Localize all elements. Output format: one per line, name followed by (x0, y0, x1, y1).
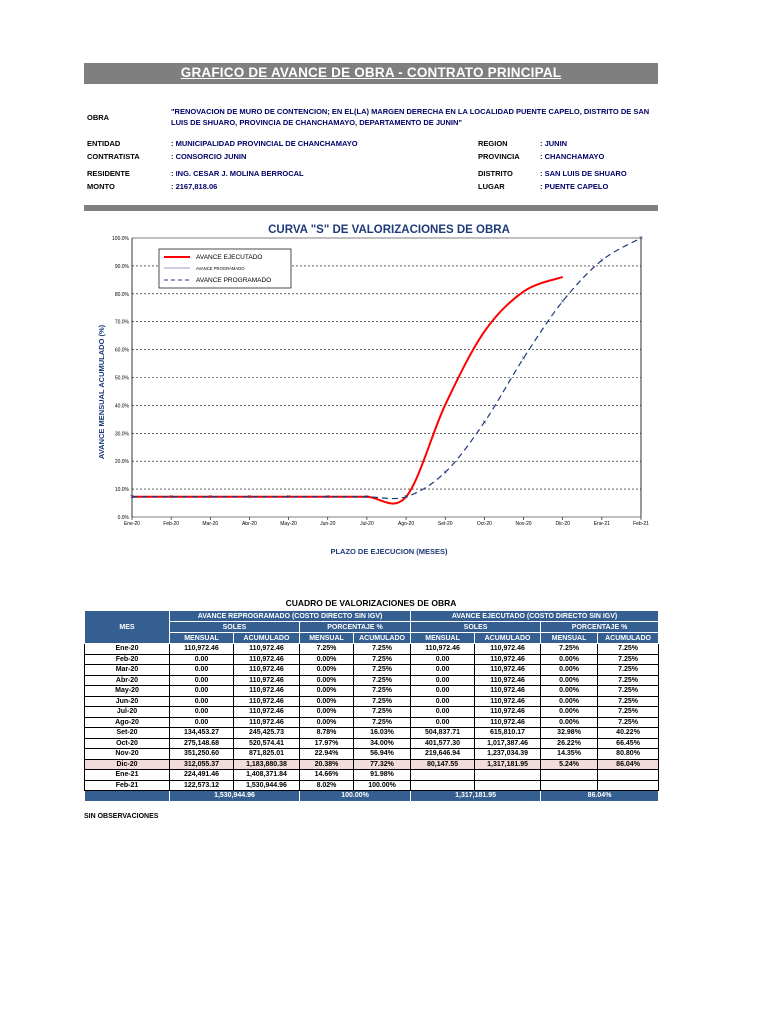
residente-value: : ING. CESAR J. MOLINA BERROCAL (171, 169, 304, 178)
row-month: Ene-20 (85, 644, 170, 655)
y-tick-label: 40.0% (114, 403, 129, 410)
series-point: × (169, 493, 174, 501)
row-cell: 110,972.46 (475, 707, 541, 718)
row-cell: 110,972.46 (170, 644, 234, 655)
row-cell: 7.25% (598, 675, 659, 686)
row-cell: 0.00 (411, 686, 475, 697)
row-cell: 110,972.46 (475, 654, 541, 665)
row-cell: 0.00 (411, 717, 475, 728)
row-cell (541, 780, 598, 791)
row-cell: 122,573.12 (170, 780, 234, 791)
table-row (85, 665, 659, 676)
total-ejec-pct: 86.04% (541, 791, 659, 802)
y-tick-label: 0.0% (117, 515, 129, 521)
x-tick-label: Feb-20 (163, 521, 180, 527)
table-row (85, 749, 659, 760)
row-cell (475, 780, 541, 791)
series-point: × (286, 493, 291, 501)
row-cell: 401,577.30 (411, 738, 475, 749)
row-cell: 0.00% (300, 717, 354, 728)
row-cell: 7.25% (598, 654, 659, 665)
row-cell: 0.00% (541, 707, 598, 718)
row-cell: 110,972.46 (475, 644, 541, 655)
row-month: May-20 (85, 686, 170, 697)
obra-value: "RENOVACION DE MURO DE CONTENCION; EN EL(LA) MARGEN DERECHA EN LA LOCALIDAD PUENTE CAPELO, DISTRITO DE SAN LUIS DE SHUARO, PROVINCIA DE CHANCHAMAYO, DEPARTAMENTO DE JUNIN" (171, 107, 650, 127)
row-cell (411, 780, 475, 791)
x-tick-label: Jun-20 (320, 521, 336, 527)
header-mensual: MENSUAL (300, 633, 354, 644)
row-cell: 56.94% (354, 749, 411, 760)
row-cell: 110,972.46 (475, 665, 541, 676)
header-acumulado: ACUMULADO (475, 633, 541, 644)
row-cell: 0.00 (170, 675, 234, 686)
row-cell: 0.00% (541, 717, 598, 728)
page-title: GRAFICO DE AVANCE DE OBRA - CONTRATO PRINCIPAL (180, 65, 562, 80)
row-cell: 7.25% (354, 686, 411, 697)
header-soles: SOLES (170, 622, 300, 633)
header-ejecutado: AVANCE EJECUTADO (COSTO DIRECTO SIN IGV) (411, 611, 659, 622)
x-tick-label: Jul-20 (360, 521, 374, 527)
header-mensual: MENSUAL (170, 633, 234, 644)
header-porcentaje: PORCENTAJE % (541, 622, 659, 633)
valorizaciones-table (84, 610, 659, 802)
row-cell (541, 770, 598, 781)
x-tick-label: Abr-20 (241, 521, 257, 527)
series-point: × (599, 257, 604, 265)
row-cell: 8.78% (300, 728, 354, 739)
row-month: Feb-20 (85, 654, 170, 665)
row-cell: 134,453.27 (170, 728, 234, 739)
row-cell: 91.98% (354, 770, 411, 781)
series-point: × (560, 298, 565, 306)
row-cell: 245,425.73 (234, 728, 300, 739)
series-point: × (443, 469, 448, 477)
provincia-value: : CHANCHAMAYO (540, 152, 605, 161)
series-point: × (521, 355, 526, 363)
row-cell: 7.25% (598, 644, 659, 655)
y-tick-label: 20.0% (114, 459, 129, 466)
row-cell: 1,408,371.84 (234, 770, 300, 781)
row-cell: 224,491.46 (170, 770, 234, 781)
x-tick-label: Ene-21 (593, 521, 610, 527)
row-month: Ago-20 (85, 717, 170, 728)
row-cell: 0.00 (411, 696, 475, 707)
row-cell: 0.00% (300, 707, 354, 718)
distrito-label: DISTRITO (478, 169, 513, 178)
series-point: × (404, 493, 409, 501)
row-cell: 1,017,387.46 (475, 738, 541, 749)
row-cell: 7.25% (300, 644, 354, 655)
row-cell (598, 780, 659, 791)
row-cell: 40.22% (598, 728, 659, 739)
table-row (85, 728, 659, 739)
legend-label: AVANCE PROGRAMADO (196, 266, 245, 271)
row-cell: 0.00% (300, 665, 354, 676)
chart-y-axis-label: AVANCE MENSUAL ACUMULADO (%) (97, 324, 106, 460)
row-cell: 14.35% (541, 749, 598, 760)
row-cell: 0.00% (541, 665, 598, 676)
row-month: Jul-20 (85, 707, 170, 718)
row-cell: 80.80% (598, 749, 659, 760)
row-cell: 219,646.94 (411, 749, 475, 760)
section-divider (84, 205, 658, 211)
total-reprog-soles: 1,530,944.96 (170, 791, 300, 802)
x-tick-label: Set-20 (437, 521, 453, 527)
series-point: × (208, 493, 213, 501)
row-cell: 7.25% (598, 717, 659, 728)
x-tick-label: May-20 (280, 521, 297, 527)
contratista-value: : CONSORCIO JUNIN (171, 152, 247, 161)
provincia-label: PROVINCIA (478, 152, 520, 161)
row-cell: 110,972.46 (234, 665, 300, 676)
row-month: Jun-20 (85, 696, 170, 707)
row-cell: 17.97% (300, 738, 354, 749)
x-tick-label: Ago-20 (398, 521, 415, 527)
row-cell: 110,972.46 (234, 686, 300, 697)
header-soles: SOLES (411, 622, 541, 633)
row-cell (475, 770, 541, 781)
chart-title: CURVA "S" DE VALORIZACIONES DE OBRA (268, 224, 510, 236)
row-cell: 1,530,944.96 (234, 780, 300, 791)
series-point: × (247, 493, 252, 501)
row-cell: 1,317,181.95 (475, 759, 541, 770)
total-ejec-soles: 1,317,181.95 (411, 791, 541, 802)
row-cell: 7.25% (354, 717, 411, 728)
row-cell: 77.32% (354, 759, 411, 770)
y-tick-label: 30.0% (114, 431, 129, 438)
contratista-label: CONTRATISTA (87, 152, 140, 161)
row-cell: 275,148.68 (170, 738, 234, 749)
title-banner (84, 63, 658, 84)
table-row (85, 707, 659, 718)
row-cell: 0.00 (170, 707, 234, 718)
row-cell: 16.03% (354, 728, 411, 739)
row-cell: 32.98% (541, 728, 598, 739)
lugar-label: LUGAR (478, 182, 505, 191)
total-reprog-pct: 100.00% (300, 791, 411, 802)
row-cell: 110,972.46 (411, 644, 475, 655)
row-cell: 7.25% (354, 696, 411, 707)
row-month: Abr-20 (85, 675, 170, 686)
table-row (85, 759, 659, 770)
row-cell: 0.00% (300, 654, 354, 665)
series-point: × (364, 493, 369, 501)
row-cell: 110,972.46 (475, 675, 541, 686)
row-cell: 520,574.41 (234, 738, 300, 749)
table-row (85, 780, 659, 791)
row-cell: 0.00% (300, 696, 354, 707)
y-tick-label: 70.0% (114, 319, 129, 326)
row-month: Dic-20 (85, 759, 170, 770)
row-cell: 14.66% (300, 770, 354, 781)
row-cell: 1,183,880.38 (234, 759, 300, 770)
entidad-value: : MUNICIPALIDAD PROVINCIAL DE CHANCHAMAYO (171, 139, 358, 148)
y-tick-label: 80.0% (114, 291, 129, 298)
row-cell: 86.04% (598, 759, 659, 770)
row-cell: 0.00 (170, 654, 234, 665)
monto-value: : 2167,818.06 (171, 182, 218, 191)
legend-label: AVANCE EJECUTADO (196, 254, 263, 261)
row-cell (411, 770, 475, 781)
row-cell: 7.25% (598, 696, 659, 707)
region-label: REGION (478, 139, 508, 148)
table-row (85, 675, 659, 686)
row-cell: 0.00% (300, 686, 354, 697)
row-cell: 7.25% (354, 665, 411, 676)
header-reprogramado: AVANCE REPROGRAMADO (COSTO DIRECTO SIN IGV) (170, 611, 411, 622)
row-cell: 7.25% (354, 675, 411, 686)
table-row (85, 738, 659, 749)
row-cell: 110,972.46 (234, 654, 300, 665)
row-cell: 0.00 (411, 707, 475, 718)
header-acumulado: ACUMULADO (354, 633, 411, 644)
x-tick-label: Dic-20 (555, 521, 570, 527)
row-cell: 7.25% (598, 707, 659, 718)
x-tick-label: Nov-20 (515, 521, 532, 527)
row-cell: 504,837.71 (411, 728, 475, 739)
y-tick-label: 10.0% (114, 487, 129, 494)
row-cell: 7.25% (354, 654, 411, 665)
row-cell: 8.02% (300, 780, 354, 791)
row-cell: 110,972.46 (475, 696, 541, 707)
row-cell: 0.00% (541, 675, 598, 686)
row-cell: 0.00% (541, 654, 598, 665)
series-point: × (325, 493, 330, 501)
header-acumulado: ACUMULADO (234, 633, 300, 644)
legend-label: AVANCE PROGRAMADO (196, 277, 272, 284)
row-cell: 7.25% (354, 707, 411, 718)
row-cell (598, 770, 659, 781)
y-tick-label: 50.0% (114, 375, 129, 382)
table-title: CUADRO DE VALORIZACIONES DE OBRA (285, 598, 457, 608)
row-month: Feb-21 (85, 780, 170, 791)
row-month: Nov-20 (85, 749, 170, 760)
row-month: Mar-20 (85, 665, 170, 676)
s-curve-chart (84, 214, 658, 564)
table-row (85, 696, 659, 707)
y-tick-label: 90.0% (114, 263, 129, 270)
row-cell: 110,972.46 (234, 707, 300, 718)
row-cell: 80,147.55 (411, 759, 475, 770)
row-cell: 1,237,034.39 (475, 749, 541, 760)
header-mensual: MENSUAL (411, 633, 475, 644)
row-cell: 34.00% (354, 738, 411, 749)
row-cell: 615,810.17 (475, 728, 541, 739)
residente-label: RESIDENTE (87, 169, 130, 178)
table-row (85, 717, 659, 728)
row-cell: 871,825.01 (234, 749, 300, 760)
y-tick-label: 60.0% (114, 347, 129, 354)
row-cell: 312,055.37 (170, 759, 234, 770)
row-cell: 110,972.46 (234, 696, 300, 707)
row-cell: 0.00 (170, 696, 234, 707)
row-cell: 26.22% (541, 738, 598, 749)
row-cell: 0.00 (170, 665, 234, 676)
row-cell: 0.00 (411, 675, 475, 686)
row-cell: 22.94% (300, 749, 354, 760)
row-cell: 0.00% (300, 675, 354, 686)
row-cell: 110,972.46 (234, 644, 300, 655)
row-cell: 7.25% (541, 644, 598, 655)
header-porcentaje: PORCENTAJE % (300, 622, 411, 633)
series-point: × (129, 493, 135, 501)
obra-label: OBRA (87, 113, 110, 122)
series-line-0 (129, 277, 563, 504)
row-cell: 0.00% (541, 696, 598, 707)
chart-x-axis-label: PLAZO DE EJECUCION (MESES) (330, 547, 448, 556)
region-value: : JUNIN (540, 139, 568, 148)
series-point: × (638, 235, 644, 243)
row-cell: 7.25% (354, 644, 411, 655)
row-cell: 0.00 (411, 665, 475, 676)
row-cell: 7.25% (598, 665, 659, 676)
chart-legend (159, 249, 291, 288)
header-acumulado: ACUMULADO (598, 633, 659, 644)
row-cell: 66.45% (598, 738, 659, 749)
row-cell: 7.25% (598, 686, 659, 697)
row-cell: 110,972.46 (234, 717, 300, 728)
row-month: Ene-21 (85, 770, 170, 781)
row-cell: 0.00% (541, 686, 598, 697)
y-tick-label: 100.0% (112, 236, 129, 242)
header-mes: MES (85, 611, 170, 644)
series-point: × (482, 419, 487, 427)
row-cell: 20.38% (300, 759, 354, 770)
table-total-row (85, 791, 659, 802)
x-tick-label: Mar-20 (202, 521, 219, 527)
row-cell: 0.00 (170, 717, 234, 728)
monto-label: MONTO (87, 182, 115, 191)
row-cell: 351,250.60 (170, 749, 234, 760)
x-tick-label: Feb-21 (633, 521, 649, 527)
lugar-value: : PUENTE CAPELO (540, 182, 609, 191)
x-tick-label: Ene-20 (123, 521, 141, 527)
row-cell: 100.00% (354, 780, 411, 791)
row-cell: 0.00 (411, 654, 475, 665)
table-row (85, 654, 659, 665)
row-month: Oct-20 (85, 738, 170, 749)
distrito-value: : SAN LUIS DE SHUARO (540, 169, 627, 178)
row-cell: 0.00 (170, 686, 234, 697)
x-tick-label: Oct-20 (476, 521, 492, 527)
row-cell: 5.24% (541, 759, 598, 770)
table-row (85, 770, 659, 781)
row-cell: 110,972.46 (475, 717, 541, 728)
header-mensual: MENSUAL (541, 633, 598, 644)
row-month: Set-20 (85, 728, 170, 739)
table-row (85, 686, 659, 697)
row-cell: 110,972.46 (234, 675, 300, 686)
table-row (85, 644, 659, 655)
observations-note: SIN OBSERVACIONES (84, 813, 159, 820)
row-cell: 110,972.46 (475, 686, 541, 697)
entidad-label: ENTIDAD (87, 139, 121, 148)
